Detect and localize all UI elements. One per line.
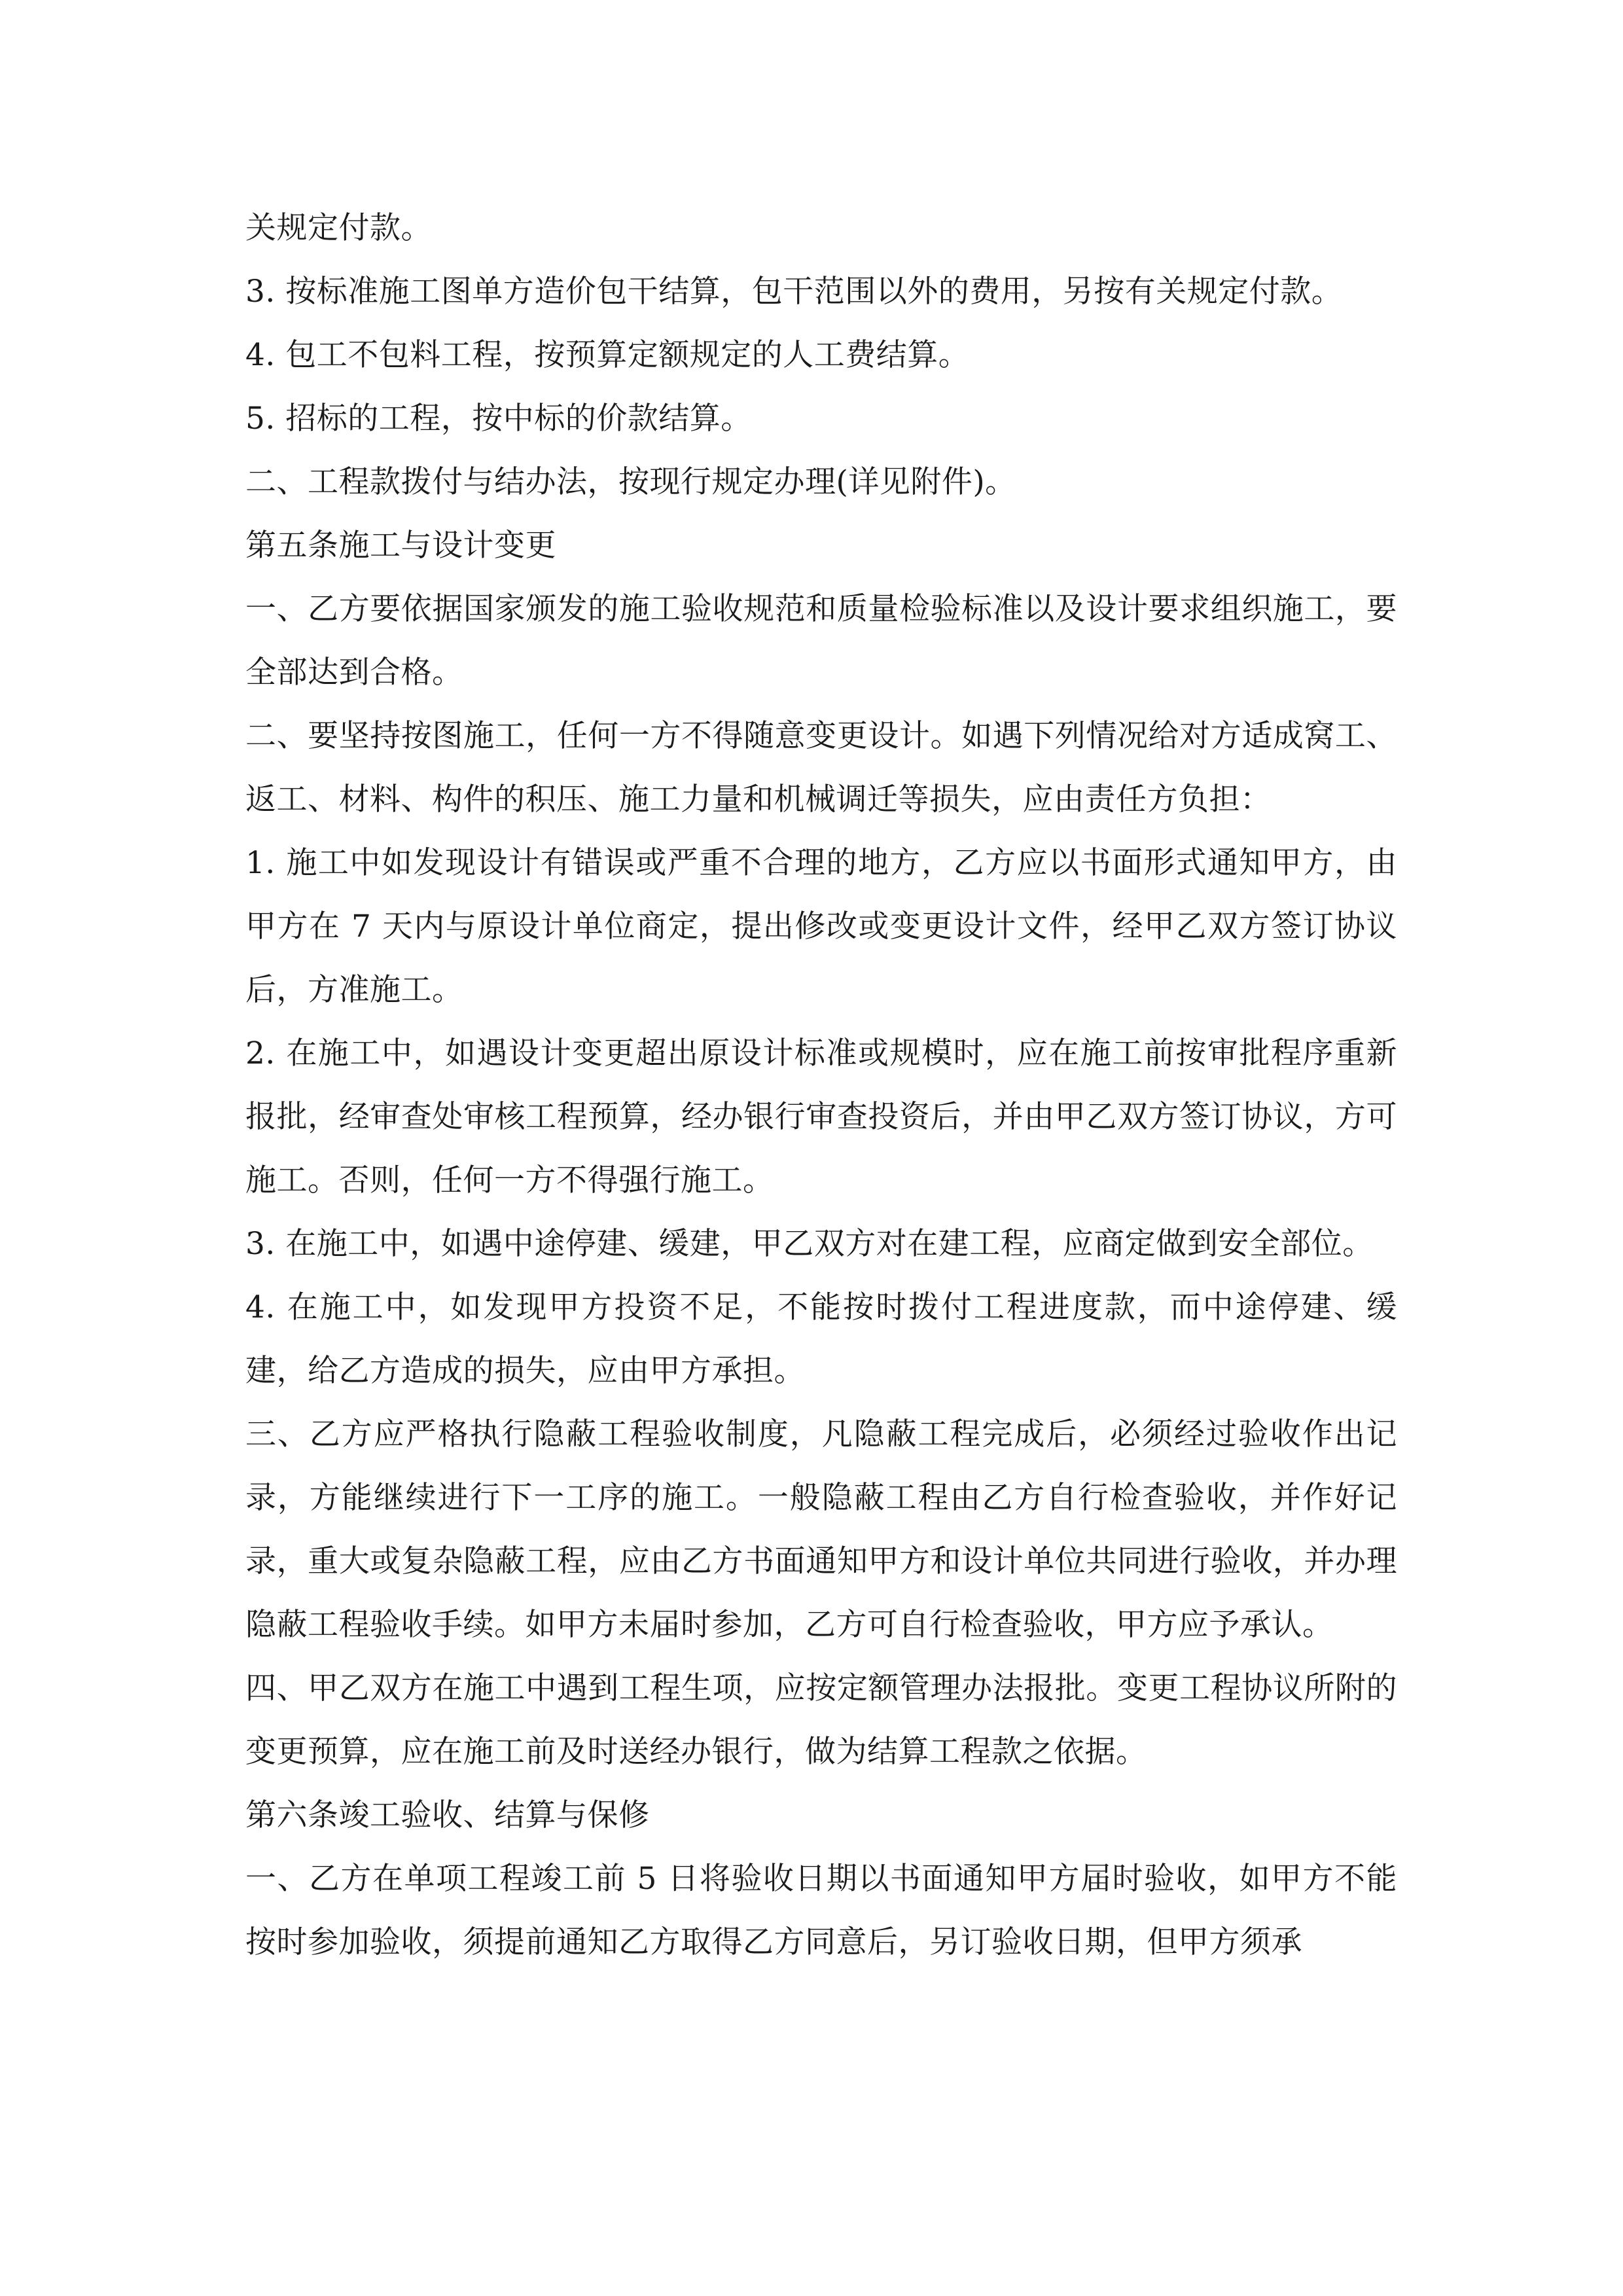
paragraph-12: 4. 在施工中，如发现甲方投资不足，不能按时拨付工程进度款，而中途停建、缓建，给乙方造成的损失，应由甲方承担。 <box>245 1289 1397 1389</box>
paragraph-10: 2. 在施工中，如遇设计变更超出原设计标准或规模时，应在施工前按审批程序重新报批，经审查处审核工程预算，经办银行审查投资后，并由甲乙双方签订协议，方可施工。否则，任何一方不得强行施工。 <box>245 1035 1397 1198</box>
paragraph-11: 3. 在施工中，如遇中途停建、缓建，甲乙双方对在建工程，应商定做到安全部位。 <box>245 1226 1374 1262</box>
paragraph-4: 5. 招标的工程，按中标的价款结算。 <box>245 401 752 437</box>
section-heading-6: 第六条竣工验收、结算与保修 <box>245 1797 650 1833</box>
paragraph-1: 关规定付款。 <box>245 210 432 246</box>
paragraph-5: 二、工程款拨付与结办法，按现行规定办理(详见附件)。 <box>245 464 1016 500</box>
paragraph-9: 1. 施工中如发现设计有错误或严重不合理的地方，乙方应以书面形式通知甲方，由甲方在 7 天内与原设计单位商定，提出修改或变更设计文件，经甲乙双方签订协议后，方准施工。 <box>245 845 1397 1008</box>
paragraph-7: 一、乙方要依据国家颁发的施工验收规范和质量检验标准以及设计要求组织施工，要全部达到合格。 <box>245 591 1397 691</box>
paragraph-8: 二、要坚持按图施工，任何一方不得随意变更设计。如遇下列情况给对方适成窝工、返工、材料、构件的积压、施工力量和机械调迁等损失，应由责任方负担： <box>245 718 1397 817</box>
document-body <box>245 196 1397 1974</box>
paragraph-13: 三、乙方应严格执行隐蔽工程验收制度，凡隐蔽工程完成后，必须经过验收作出记录，方能继续进行下一工序的施工。一般隐蔽工程由乙方自行检查验收，并作好记录，重大或复杂隐蔽工程，应由乙方书面通知甲方和设计单位共同进行验收，并办理隐蔽工程验收手续。如甲方未届时参加，乙方可自行检查验收，甲方应予承认。 <box>245 1416 1397 1643</box>
paragraph-16: 一、乙方在单项工程竣工前 5 日将验收日期以书面通知甲方届时验收，如甲方不能按时参加验收，须提前通知乙方取得乙方同意后，另订验收日期，但甲方须承 <box>245 1861 1397 1960</box>
paragraph-3: 4. 包工不包料工程，按预算定额规定的人工费结算。 <box>245 337 970 373</box>
paragraph-2: 3. 按标准施工图单方造价包干结算，包干范围以外的费用，另按有关规定付款。 <box>245 274 1343 310</box>
section-heading-5: 第五条施工与设计变更 <box>245 528 556 564</box>
paragraph-14: 四、甲乙双方在施工中遇到工程生项，应按定额管理办法报批。变更工程协议所附的变更预算，应在施工前及时送经办银行，做为结算工程款之依据。 <box>245 1670 1397 1770</box>
